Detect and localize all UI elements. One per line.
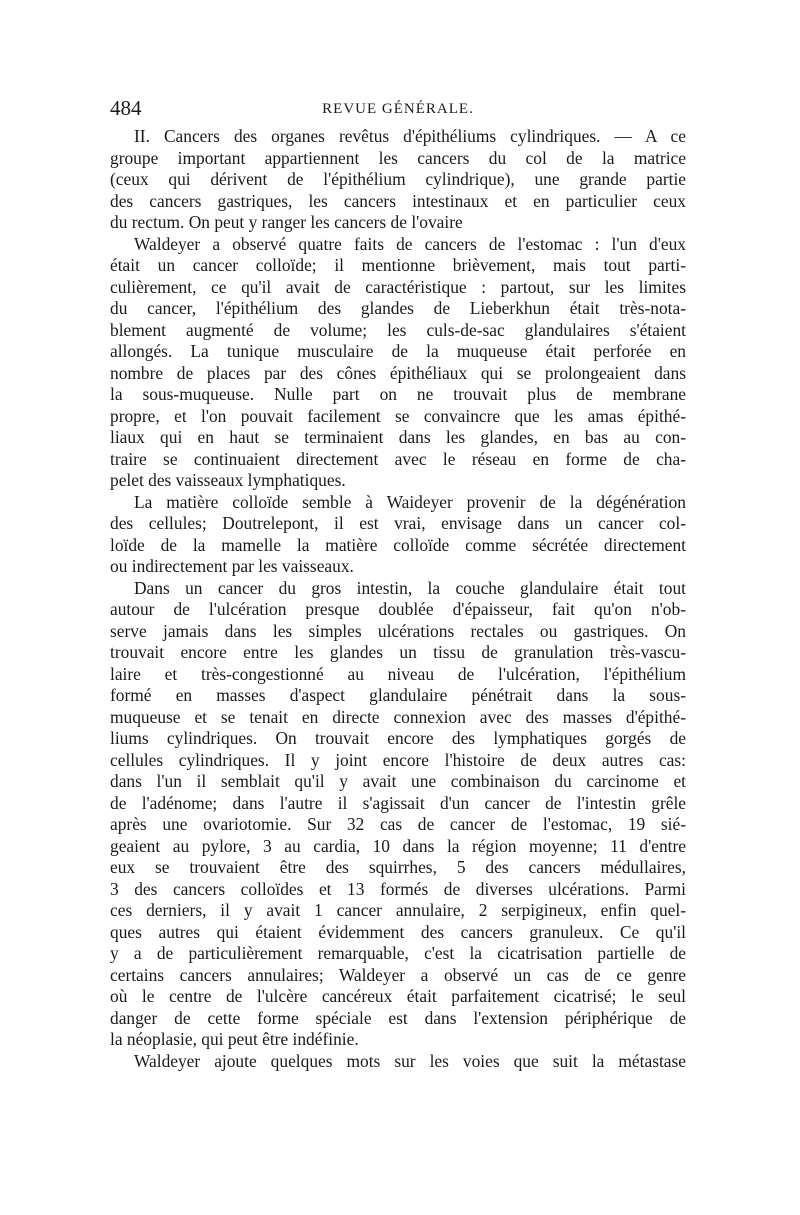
text-line: la néoplasie, qui peut être indéfinie. <box>110 1029 359 1049</box>
text-line: formé en masses d'aspect glandulaire pénétrait dans la sous- <box>110 685 686 705</box>
text-line: après une ovariotomie. Sur 32 cas de cancer de l'estomac, 19 sié- <box>110 814 686 834</box>
text-line: ou indirectement par les vaisseaux. <box>110 556 354 576</box>
text-line: laire et très-congestionné au niveau de l'ulcération, l'épithélium <box>110 663 686 684</box>
text-line: était un cancer colloïde; il mentionne brièvement, mais tout parti- <box>110 255 686 275</box>
text-line: pelet des vaisseaux lymphatiques. <box>110 470 346 490</box>
text-line: allongés. La tunique musculaire de la muqueuse était perforée en <box>110 341 686 361</box>
text-line: cellules cylindriques. Il y joint encore l'histoire de deux autres cas: <box>110 749 686 770</box>
text-line: y a de particulièrement remarquable, c'est la cicatrisation partielle de <box>110 943 686 963</box>
text-line: Dans un cancer du gros intestin, la couche glandulaire était tout <box>134 577 686 598</box>
text-line: culièrement, ce qu'il avait de caractéristique : partout, sur les limites <box>110 276 686 297</box>
text-line: loïde de la mamelle la matière colloïde comme sécrétée directement <box>110 534 686 555</box>
body-text <box>110 126 686 1072</box>
text-line: 3 des cancers colloïdes et 13 formés de diverses ulcérations. Parmi <box>110 878 686 899</box>
text-line: Waldeyer ajoute quelques mots sur les voies que suit la métastase <box>134 1050 686 1071</box>
running-head <box>110 96 686 120</box>
text-line: geaient au pylore, 3 au cardia, 10 dans la région moyenne; 11 d'entre <box>110 835 686 856</box>
text-line: eux se trouvaient être des squirrhes, 5 des cancers médullaires, <box>110 857 686 877</box>
text-line: II. Cancers des organes revêtus d'épithéliums cylindriques. — A ce <box>134 126 686 146</box>
text-line: la sous-muqueuse. Nulle part on ne trouvait plus de membrane <box>110 384 686 404</box>
text-line: (ceux qui dérivent de l'épithélium cylindrique), une grande partie <box>110 169 686 189</box>
text-line: autour de l'ulcération presque doublée d'épaisseur, fait qu'on n'ob- <box>110 599 686 619</box>
text-line: trouvait encore entre les glandes un tissu de granulation très-vascu- <box>110 642 686 662</box>
text-line: des cancers gastriques, les cancers intestinaux et en particulier ceux <box>110 190 686 211</box>
text-line: nombre de places par des cônes épithéliaux qui se prolongeaient dans <box>110 362 686 383</box>
text-line: blement augmenté de volume; les culs-de-sac glandulaires s'étaient <box>110 319 686 340</box>
text-line: du rectum. On peut y ranger les cancers de l'ovaire <box>110 212 463 232</box>
text-line: où le centre de l'ulcère cancéreux était parfaitement cicatrisé; le seul <box>110 986 686 1006</box>
text-line: propre, et l'on pouvait facilement se convaincre que les amas épithé- <box>110 405 686 426</box>
text-line: danger de cette forme spéciale est dans l'extension périphérique de <box>110 1007 686 1028</box>
page-number: 484 <box>110 96 142 120</box>
text-line: traire se continuaient directement avec le réseau en forme de cha- <box>110 448 686 469</box>
text-line: Waldeyer a observé quatre faits de cancers de l'estomac : l'un d'eux <box>134 233 686 254</box>
text-line: de l'adénome; dans l'autre il s'agissait d'un cancer de l'intestin grêle <box>110 792 686 813</box>
text-line: groupe important appartiennent les cancers du col de la matrice <box>110 147 686 168</box>
text-line: liaux qui en haut se terminaient dans les glandes, en bas au con- <box>110 427 686 447</box>
text-line: du cancer, l'épithélium des glandes de Lieberkhun était très-nota- <box>110 298 686 318</box>
text-line: ques autres qui étaient évidemment des cancers granuleux. Ce qu'il <box>110 921 686 942</box>
text-line: muqueuse et se tenait en directe connexion avec des masses d'épithé- <box>110 706 686 727</box>
running-title: REVUE GÉNÉRALE. <box>322 101 474 117</box>
text-line: La matière colloïde semble à Waideyer provenir de la dégénération <box>134 491 686 512</box>
text-line: des cellules; Doutrelepont, il est vrai, envisage dans un cancer col- <box>110 513 686 533</box>
text-line: serve jamais dans les simples ulcérations rectales ou gastriques. On <box>110 620 686 641</box>
text-line: certains cancers annulaires; Waldeyer a observé un cas de ce genre <box>110 964 686 985</box>
text-line: dans l'un il semblait qu'il y avait une combinaison du carcinome et <box>110 771 686 791</box>
text-line: liums cylindriques. On trouvait encore des lymphatiques gorgés de <box>110 728 686 748</box>
text-line: ces derniers, il y avait 1 cancer annulaire, 2 serpigineux, enfin quel- <box>110 900 686 920</box>
